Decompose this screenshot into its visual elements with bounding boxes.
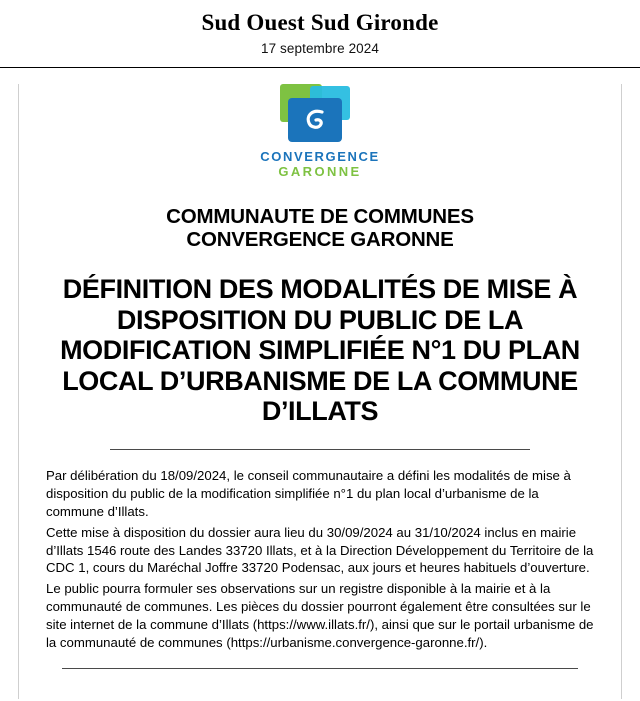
organization-name: [46, 206, 594, 252]
notice-body: [46, 467, 594, 653]
logo-mark-icon: [274, 84, 366, 146]
masthead: [0, 0, 640, 68]
logo-wordmark-line2: GARONNE: [278, 164, 362, 180]
swirl-icon: [300, 104, 332, 136]
organization-name-line1: COMMUNAUTE DE COMMUNES: [166, 205, 474, 229]
organization-name-line2: CONVERGENCE GARONNE: [186, 228, 454, 252]
logo-wordmark: [250, 150, 390, 180]
bottom-divider: [62, 668, 578, 669]
notice-paragraph-1: Par délibération du 18/09/2024, le conseil communautaire a défini les modalités de mise à disposition du public de la modification simplifiée n°1 du plan local d’urbanisme de la commune d’Illats.: [46, 467, 571, 519]
notice-paragraph-2: Cette mise à disposition du dossier aura lieu du 30/09/2024 au 31/10/2024 inclus en mairie d’Illats 1546 route des Landes 33720 Illats, et à la Direction Développement du Territoire de la CDC 1, cours du Maréchal Joffre 33720 Podensac, aux jours et heures habituels d’ouverture.: [46, 524, 594, 576]
notice-paragraph-3: Le public pourra formuler ses observations sur un registre disponible à la mairie et à la communauté de communes. Les pièces du dossier pourront également être consultées sur le site internet de la commune d’Illats (https://www.illats.fr/), ainsi que sur le portail urbanisme de la communauté de communes (https://urbanisme.convergence-garonne.fr/).: [46, 581, 594, 651]
announcement-sheet: [0, 84, 640, 699]
title-divider: [110, 449, 530, 450]
logo-container: [46, 84, 594, 180]
sheet-right-border: [621, 84, 622, 699]
logo-wordmark-line1: CONVERGENCE: [260, 149, 380, 165]
masthead-divider: [0, 67, 640, 68]
sheet-left-border: [18, 84, 19, 699]
notice-title: DÉFINITION DES MODALITÉS DE MISE À DISPOSITION DU PUBLIC DE LA MODIFICATION SIMPLIFIÉE N°1 DU PLAN LOCAL D’URBANISME DE LA COMMUNE D’ILLATS: [60, 274, 580, 427]
publication-date: 17 septembre 2024: [260, 41, 380, 57]
publication-title: Sud Ouest Sud Gironde: [201, 10, 439, 35]
convergence-garonne-logo: [250, 84, 390, 180]
